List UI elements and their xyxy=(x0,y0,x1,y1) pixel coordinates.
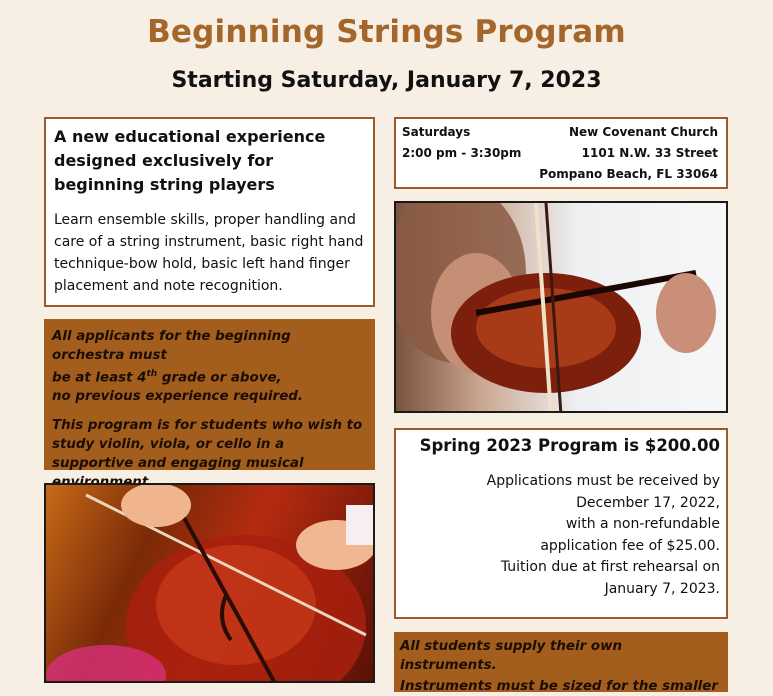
instruments-note-box xyxy=(394,632,728,692)
cello-photo xyxy=(44,483,375,683)
pricing-line: Tuition due at first rehearsal on xyxy=(500,559,720,576)
pricing-line: with a non-refundable xyxy=(565,516,720,533)
schedule-street: 1101 N.W. 33 Street xyxy=(581,146,718,160)
schedule-where xyxy=(539,122,718,185)
intro-box xyxy=(44,117,375,307)
pricing-body xyxy=(404,471,720,601)
intro-heading-line: A new educational experience xyxy=(54,127,326,146)
page-subtitle: Starting Saturday, January 7, 2023 xyxy=(171,68,602,93)
requirements-box xyxy=(44,319,375,470)
schedule-time: 2:00 pm - 3:30pm xyxy=(402,146,522,160)
page-title: Beginning Strings Program xyxy=(147,14,626,50)
intro-heading-line: designed exclusively for xyxy=(54,151,274,170)
intro-heading xyxy=(54,125,365,197)
pricing-heading: Spring 2023 Program is $200.00 xyxy=(419,436,720,455)
schedule-venue: New Covenant Church xyxy=(568,125,718,139)
cello-illustration-icon xyxy=(46,485,375,683)
pricing-line: application fee of $25.00. xyxy=(540,537,720,554)
schedule-when xyxy=(402,122,521,185)
requirements-line: All applicants for the beginning orchestra must xyxy=(52,329,291,363)
requirements-line: be at least 4th grade or above, xyxy=(52,369,282,386)
instruments-note-line: Instruments must be sized for the smaller xyxy=(400,679,718,694)
violin-illustration-icon xyxy=(396,203,728,413)
intro-body: Learn ensemble skills, proper handling and care of a string instrument, basic right hand technique-bow hold, basic left hand finger placement and note recognition. xyxy=(54,212,364,294)
pricing-line: January 7, 2023. xyxy=(604,580,720,597)
violin-photo xyxy=(394,201,728,413)
pricing-line: December 17, 2022, xyxy=(576,494,720,511)
schedule-city: Pompano Beach, FL 33064 xyxy=(539,167,718,181)
schedule-day: Saturdays xyxy=(402,125,471,139)
pricing-line: Applications must be received by xyxy=(486,473,720,489)
schedule-box xyxy=(394,117,728,189)
pricing-box xyxy=(394,428,728,619)
instruments-note-line: All students supply their own instruments. xyxy=(400,639,622,673)
requirements-paragraph: This program is for students who wish to study violin, viola, or cello in a supportive and engaging musical xyxy=(52,418,363,472)
requirements-line: no previous experience required. xyxy=(52,389,303,405)
intro-heading-line: beginning string players xyxy=(54,175,275,194)
